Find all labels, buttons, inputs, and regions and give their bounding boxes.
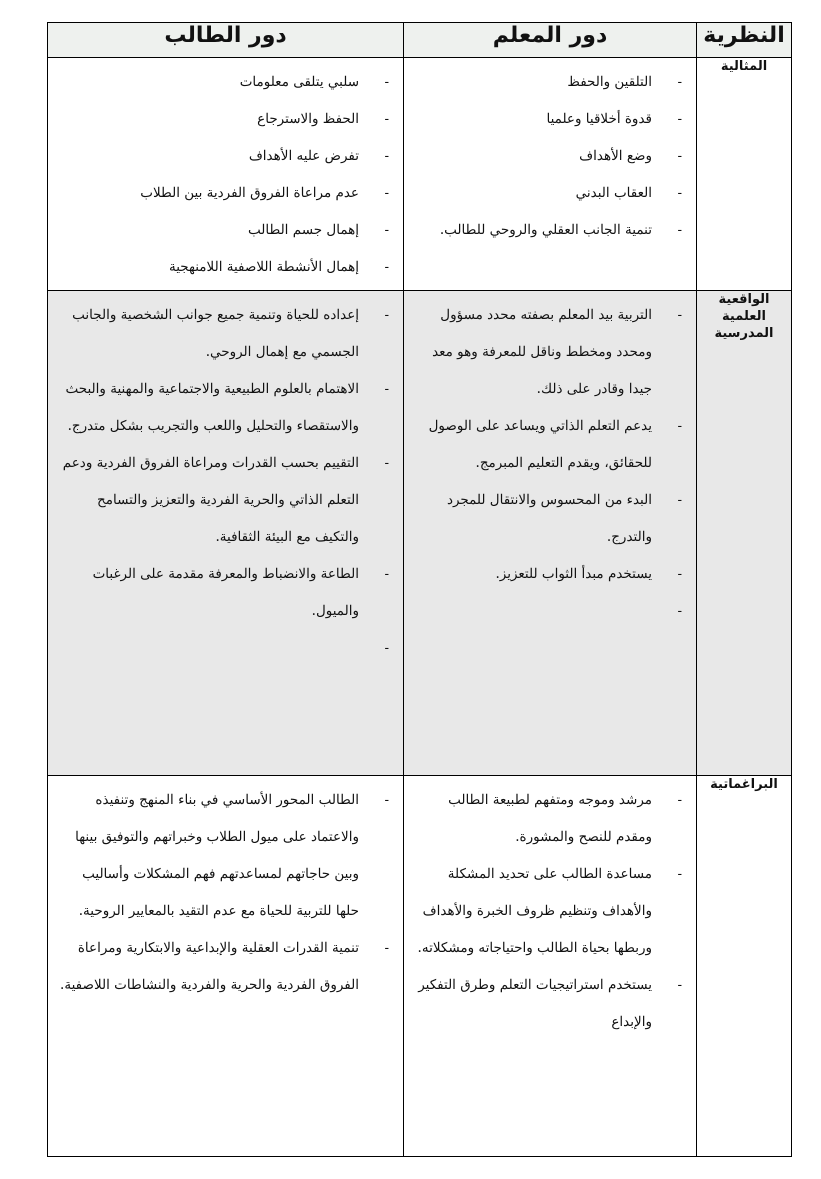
list-item-text: الطالب المحور الأساسي في بناء المنهج وتنفيذه والاعتماد على ميول الطلاب وخبراتهم والتوفيق بينها وبين حاجاتهم لمساعدتهم فهم المشكلات وأساليب حلها للتربية للحياة مع عدم التقيد بالمعايير الروحية.: [75, 792, 359, 919]
list-item: - وضع الأهداف: [579, 148, 682, 164]
list-item: - مساعدة الطالب على تحديد المشكلة والأهداف وتنظيم ظروف الخبرة والأهداف وربطها بحياة الطالب واحتياجاته ومشكلاته.: [417, 866, 682, 956]
list-item-text: إعداده للحياة وتنمية جميع جوانب الشخصية والجانب الجسمي مع إهمال الروحي.: [72, 307, 359, 360]
row-realism: [48, 291, 792, 776]
list-item-text: تفرض عليه الأهداف: [248, 148, 359, 164]
list-item-text: تنمية الجانب العقلي والروحي للطالب.: [439, 222, 652, 238]
list-item: - تفرض عليه الأهداف: [248, 148, 389, 164]
list-item: - إعداده للحياة وتنمية جميع جوانب الشخصية والجانب الجسمي مع إهمال الروحي.: [72, 307, 389, 360]
list-item: - عدم مراعاة الفروق الفردية بين الطلاب: [140, 185, 389, 201]
list-item-text: مساعدة الطالب على تحديد المشكلة والأهداف وتنظيم ظروف الخبرة والأهداف وربطها بحياة الطالب واحتياجاته ومشكلاته.: [417, 866, 652, 956]
list-item-text: التربية بيد المعلم بصفته محدد مسؤول ومحدد ومخطط وناقل للمعرفة وهو معد جيدا وقادر على ذلك.: [432, 307, 652, 397]
list-item-text: الحفظ والاسترجاع: [257, 111, 359, 127]
list-item: - التلقين والحفظ: [567, 74, 682, 90]
list-item: - البدء من المحسوس والانتقال للمجرد والتدرج.: [446, 492, 682, 545]
theories-table: [47, 22, 792, 1157]
list-item-text: إهمال الأنشطة اللاصفية اللامنهجية: [168, 259, 359, 275]
list-item: - يستخدم مبدأ الثواب للتعزيز.: [495, 566, 682, 582]
list-item-text: يدعم التعلم الذاتي ويساعد على الوصول للحقائق، ويقدم التعليم المبرمج.: [428, 418, 652, 471]
header-theory: النظرية: [697, 23, 792, 58]
list-item: - مرشد وموجه ومتفهم لطبيعة الطالب ومقدم للنصح والمشورة.: [448, 792, 682, 845]
theory-name: البراغماتية: [697, 776, 792, 1157]
list-item-text: التقييم بحسب القدرات ومراعاة الفروق الفردية ودعم التعلم الذاتي والحرية الفردية والتعزيز والتسامح والتكيف مع البيئة الثقافية.: [62, 455, 359, 545]
list-item: - تنمية القدرات العقلية والإبداعية والابتكارية ومراعاة الفروق الفردية والحرية والفردية والنشاطات اللاصفية.: [60, 940, 389, 993]
student-role-cell: [48, 776, 404, 1157]
theory-name: الواقعية العلمية المدرسية: [697, 291, 792, 776]
list-item-text: سلبي يتلقى معلومات: [239, 74, 359, 90]
list-item-text: يستخدم استراتيجيات التعلم وطرق التفكير والإبداع: [418, 977, 652, 1030]
student-role-cell: [48, 58, 404, 291]
list-item: - إهمال الأنشطة اللاصفية اللامنهجية: [168, 259, 389, 275]
list-item: - الاهتمام بالعلوم الطبيعية والاجتماعية والمهنية والبحث والاستقصاء والتحليل واللعب والتجريب بشكل متدرج.: [65, 381, 389, 434]
list-item-text: يستخدم مبدأ الثواب للتعزيز.: [495, 566, 652, 582]
list-item: - التربية بيد المعلم بصفته محدد مسؤول ومحدد ومخطط وناقل للمعرفة وهو معد جيدا وقادر على ذلك.: [432, 307, 682, 397]
teacher-role-list: - التربية بيد المعلم بصفته محدد مسؤول ومحدد ومخطط وناقل للمعرفة وهو معد جيدا وقادر على ذلك. - يدعم التعلم الذاتي ويساعد على الوصول للحقائق، ويقدم التعليم المبرمج. - البدء من المحسوس والانتقال للمجرد والتدرج. - يستخدم مبدأ الثواب للتعزيز. -: [404, 291, 696, 597]
list-item-text: عدم مراعاة الفروق الفردية بين الطلاب: [140, 185, 359, 201]
list-item-text: وضع الأهداف: [579, 148, 652, 164]
list-item-text: إهمال جسم الطالب: [248, 222, 359, 238]
list-item: - تنمية الجانب العقلي والروحي للطالب.: [439, 222, 682, 238]
list-item: - التقييم بحسب القدرات ومراعاة الفروق الفردية ودعم التعلم الذاتي والحرية الفردية والتعزيز والتسامح والتكيف مع البيئة الثقافية.: [62, 455, 389, 545]
list-item-text: مرشد وموجه ومتفهم لطبيعة الطالب ومقدم للنصح والمشورة.: [448, 792, 652, 845]
student-role-cell: [48, 291, 404, 776]
list-item: - الطاعة والانضباط والمعرفة مقدمة على الرغبات والميول.: [92, 566, 389, 619]
list-item: - قدوة أخلاقيا وعلميا: [546, 111, 682, 127]
teacher-role-list: [404, 776, 696, 1045]
student-role-list: [48, 776, 403, 1008]
header-row: [48, 23, 792, 58]
student-role-list: - إعداده للحياة وتنمية جميع جوانب الشخصية والجانب الجسمي مع إهمال الروحي. - الاهتمام بالعلوم الطبيعية والاجتماعية والمهنية والبحث والاستقصاء والتحليل واللعب والتجريب بشكل متدرج. - التقييم بحسب القدرات ومراعاة الفروق الفردية ودعم التعلم الذاتي والحرية الفردية والتعزيز والتسامح والتكيف مع البيئة الثقافية. - الطاعة والانضباط والمعرفة مقدمة على الرغبات والميول. -: [48, 291, 403, 634]
list-item: - إهمال جسم الطالب: [248, 222, 389, 238]
list-item-text: العقاب البدني: [575, 185, 652, 201]
list-item-text: الطاعة والانضباط والمعرفة مقدمة على الرغبات والميول.: [92, 566, 359, 619]
teacher-role-cell: [404, 58, 697, 291]
header-teacher-role: دور المعلم: [404, 23, 697, 58]
list-item-text: تنمية القدرات العقلية والإبداعية والابتكارية ومراعاة الفروق الفردية والحرية والفردية والنشاطات اللاصفية.: [60, 940, 359, 993]
list-item-text: الاهتمام بالعلوم الطبيعية والاجتماعية والمهنية والبحث والاستقصاء والتحليل واللعب والتجريب بشكل متدرج.: [65, 381, 359, 434]
row-idealism: [48, 58, 792, 291]
list-item: - يدعم التعلم الذاتي ويساعد على الوصول للحقائق، ويقدم التعليم المبرمج.: [428, 418, 682, 471]
list-item-text: البدء من المحسوس والانتقال للمجرد والتدرج.: [446, 492, 652, 545]
teacher-role-list: [404, 58, 696, 253]
list-item: - يستخدم استراتيجيات التعلم وطرق التفكير والإبداع: [418, 977, 682, 1030]
list-item-text: التلقين والحفظ: [567, 74, 652, 90]
student-role-list: [48, 58, 403, 290]
teacher-role-cell: [404, 291, 697, 776]
header-student-role: دور الطالب: [48, 23, 404, 58]
list-item: - الحفظ والاسترجاع: [257, 111, 389, 127]
list-item: - الطالب المحور الأساسي في بناء المنهج وتنفيذه والاعتماد على ميول الطلاب وخبراتهم والتوفيق بينها وبين حاجاتهم لمساعدتهم فهم المشكلات وأساليب حلها للتربية للحياة مع عدم التقيد بالمعايير الروحية.: [75, 792, 389, 919]
list-item: - العقاب البدني: [575, 185, 682, 201]
list-item: - سلبي يتلقى معلومات: [239, 74, 389, 90]
theory-name: المثالية: [697, 58, 792, 291]
row-pragmatism: [48, 776, 792, 1157]
list-item-text: قدوة أخلاقيا وعلميا: [546, 111, 652, 127]
teacher-role-cell: [404, 776, 697, 1157]
